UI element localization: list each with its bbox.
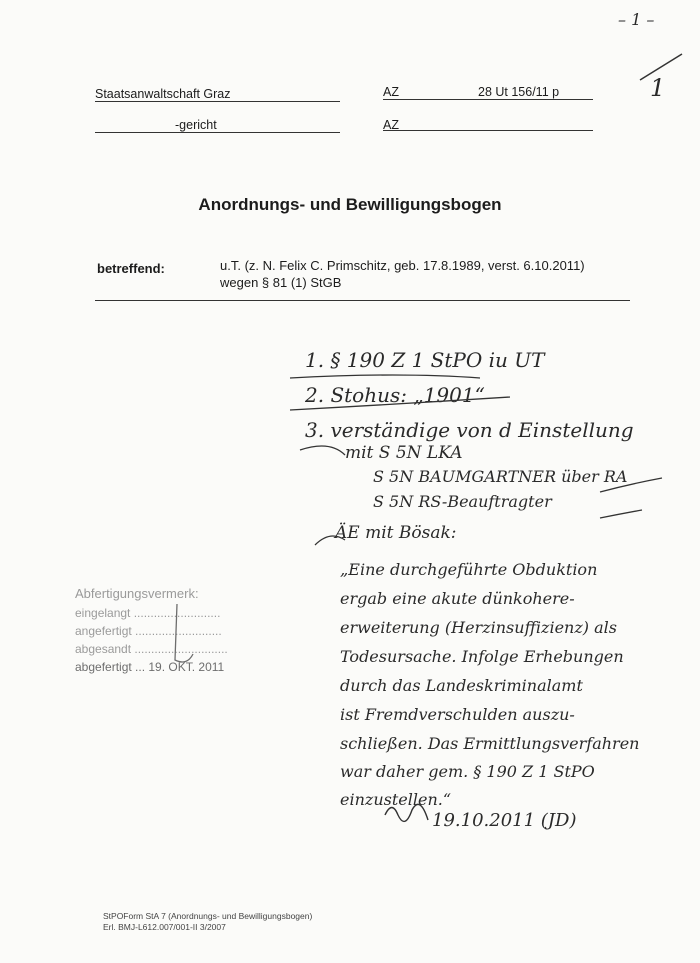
signature-date: 19.10.2011 (JD) <box>432 810 577 831</box>
handwritten-item-2: 2. Stohus: „1901“ <box>305 383 485 407</box>
court-suffix: -gericht <box>175 118 217 132</box>
az-value: 28 Ut 156/11 p <box>478 85 560 99</box>
footer-form-name: StPOForm StA 7 (Anordnungs- und Bewilligungsbogen) <box>103 911 313 921</box>
subject-line-1: u.T. (z. N. Felix C. Primschitz, geb. 17.8.1989, verst. 6.10.2011) <box>220 258 585 273</box>
handwritten-quote-line-4: Todesursache. Infolge Erhebungen <box>340 647 624 666</box>
authority-name: Staatsanwaltschaft Graz <box>95 87 231 101</box>
handwritten-recipient-3: S 5N RS-Beauftragter <box>373 492 552 511</box>
az-label-1: AZ <box>383 85 399 99</box>
handwritten-quote-line-5: durch das Landeskriminalamt <box>340 676 583 695</box>
stamp-row-prepared: angefertigt .......................... <box>75 624 222 638</box>
handwritten-item-1: 1. § 190 Z 1 StPO iu UT <box>305 348 545 372</box>
page-number: – 1 – <box>618 10 655 29</box>
handwritten-recipient-1: mit S 5N LKA <box>345 443 463 463</box>
handwritten-quote-line-1: „Eine durchgeführte Obduktion <box>340 560 598 579</box>
handwritten-quote-line-6: ist Fremdverschulden auszu- <box>340 705 575 724</box>
handwritten-quote-line-7: schließen. Das Ermittlungsverfahren <box>340 734 640 753</box>
handwritten-quote-line-9: einzustellen.“ <box>340 790 452 809</box>
corner-mark: 1 <box>650 74 666 102</box>
stamp-row-received: eingelangt .......................... <box>75 606 221 620</box>
subject-line-2: wegen § 81 (1) StGB <box>220 275 342 290</box>
stamp-row-sent: abgesandt ............................ <box>75 642 228 656</box>
handwritten-intro: ÄE mit Bösak: <box>335 523 457 543</box>
az-label-2: AZ <box>383 118 399 132</box>
subject-label: betreffend: <box>97 261 165 276</box>
page-title: Anordnungs- und Bewilligungsbogen <box>198 195 502 214</box>
handwritten-quote-line-3: erweiterung (Herzinsuffizienz) als <box>340 618 617 637</box>
handwritten-recipient-2: S 5N BAUMGARTNER über RA <box>373 467 628 486</box>
stamp-title: Abfertigungsvermerk: <box>75 586 199 601</box>
handwritten-quote-line-8: war daher gem. § 190 Z 1 StPO <box>340 762 595 781</box>
stamp-row-dispatched: abgefertigt ... 19. OKT. 2011 <box>75 660 225 674</box>
footer-decree: Erl. BMJ-L612.007/001-II 3/2007 <box>103 922 226 932</box>
handwritten-item-3: 3. verständige von d Einstellung <box>305 418 634 442</box>
dispatch-stamp <box>75 586 270 678</box>
stamp-initial-icon <box>167 600 197 670</box>
handwritten-quote-line-2: ergab eine akute dünkohere- <box>340 589 575 608</box>
